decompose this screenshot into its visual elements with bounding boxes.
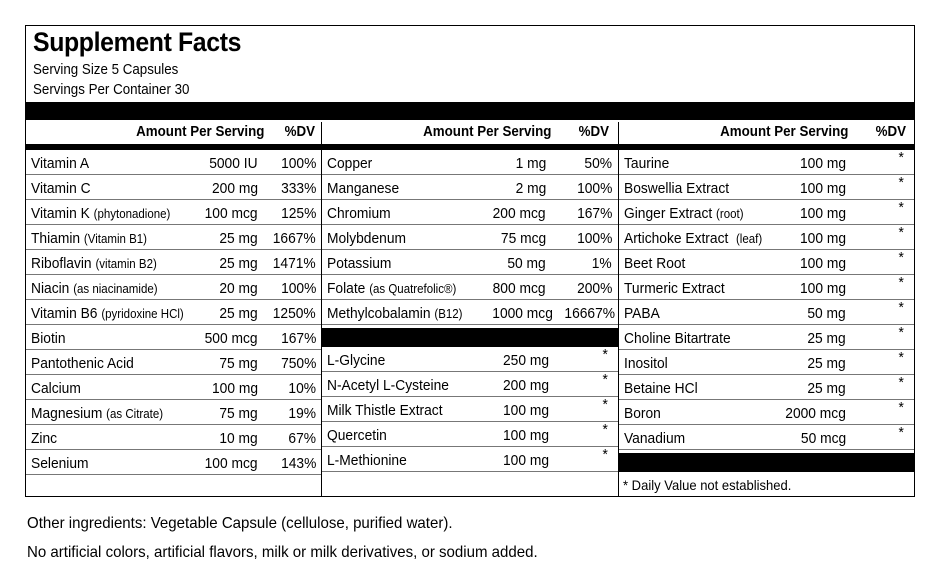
nutrient-row: N-Acetyl L-Cysteine 200 mg * <box>322 372 618 397</box>
dv-header: %DV <box>875 124 906 140</box>
supplement-facts-panel <box>25 25 915 497</box>
column-header <box>619 122 914 144</box>
nutrient-row: Boswellia Extract 100 mg * <box>619 175 914 200</box>
daily-value-footnote: * Daily Value not established. <box>623 477 792 493</box>
thick-divider <box>26 102 914 120</box>
column-header <box>26 122 321 144</box>
nutrient-row: Folate (as Quatrefolic®) 800 mcg 200% <box>322 275 618 300</box>
nutrient-row: Pantothenic Acid 75 mg 750% <box>26 350 321 375</box>
servings-per-container: Servings Per Container 30 <box>33 82 190 98</box>
nutrient-row: Taurine 100 mg * <box>619 150 914 175</box>
nutrient-row: Quercetin 100 mg * <box>322 422 618 447</box>
dv-header: %DV <box>284 124 315 140</box>
nutrient-row: Biotin 500 mcg 167% <box>26 325 321 350</box>
nutrient-list <box>619 150 914 450</box>
nutrient-row: Methylcobalamin (B12) 1000 mcg 16667% <box>322 300 618 325</box>
nutrient-list <box>322 150 618 325</box>
nutrient-row: Betaine HCl 25 mg * <box>619 375 914 400</box>
nutrient-row: Turmeric Extract 100 mg * <box>619 275 914 300</box>
column-header <box>322 122 618 144</box>
other-ingredients: Other ingredients: Vegetable Capsule (cellulose, purified water). <box>27 515 453 532</box>
nutrient-row: Copper 1 mg 50% <box>322 150 618 175</box>
nutrient-row: Vanadium 50 mcg * <box>619 425 914 450</box>
section-divider-bar <box>619 453 914 472</box>
nutrient-row: Riboflavin (vitamin B2) 25 mg 1471% <box>26 250 321 275</box>
nutrient-row: Boron 2000 mcg * <box>619 400 914 425</box>
nutrient-row: Vitamin A 5000 IU 100% <box>26 150 321 175</box>
amount-header: Amount Per Serving <box>422 124 551 140</box>
nutrient-row: Beet Root 100 mg * <box>619 250 914 275</box>
label-title: Supplement Facts <box>33 27 242 57</box>
nutrient-row: Calcium 100 mg 10% <box>26 375 321 400</box>
nutrient-row: Vitamin B6 (pyridoxine HCl) 25 mg 1250% <box>26 300 321 325</box>
dv-header: %DV <box>578 124 609 140</box>
nutrient-row: Milk Thistle Extract 100 mg * <box>322 397 618 422</box>
nutrient-row: Thiamin (Vitamin B1) 25 mg 1667% <box>26 225 321 250</box>
nutrient-row: L-Glycine 250 mg * <box>322 347 618 372</box>
nutrient-row: Chromium 200 mcg 167% <box>322 200 618 225</box>
nutrient-row: PABA 50 mg * <box>619 300 914 325</box>
disclaimer: No artificial colors, artificial flavors, milk or milk derivatives, or sodium added. <box>27 544 538 561</box>
section-divider-bar <box>322 328 618 347</box>
nutrient-row: Choline Bitartrate 25 mg * <box>619 325 914 350</box>
nutrient-row: Magnesium (as Citrate) 75 mg 19% <box>26 400 321 425</box>
nutrient-list <box>26 150 321 475</box>
nutrient-row: Vitamin C 200 mg 333% <box>26 175 321 200</box>
nutrient-row: Molybdenum 75 mcg 100% <box>322 225 618 250</box>
nutrient-row: Zinc 10 mg 67% <box>26 425 321 450</box>
amount-header: Amount Per Serving <box>135 124 264 140</box>
serving-size: Serving Size 5 Capsules <box>33 62 179 78</box>
nutrient-row: Niacin (as niacinamide) 20 mg 100% <box>26 275 321 300</box>
non-dv-nutrient-list <box>322 347 618 472</box>
nutrient-row: Potassium 50 mg 1% <box>322 250 618 275</box>
nutrient-row: Ginger Extract (root) 100 mg * <box>619 200 914 225</box>
amount-header: Amount Per Serving <box>719 124 848 140</box>
nutrient-row: Artichoke Extract (leaf) 100 mg * <box>619 225 914 250</box>
nutrient-row: Manganese 2 mg 100% <box>322 175 618 200</box>
nutrient-row: Selenium 100 mcg 143% <box>26 450 321 475</box>
nutrient-row: L-Methionine 100 mg * <box>322 447 618 472</box>
nutrient-row: Inositol 25 mg * <box>619 350 914 375</box>
nutrient-row: Vitamin K (phytonadione) 100 mcg 125% <box>26 200 321 225</box>
